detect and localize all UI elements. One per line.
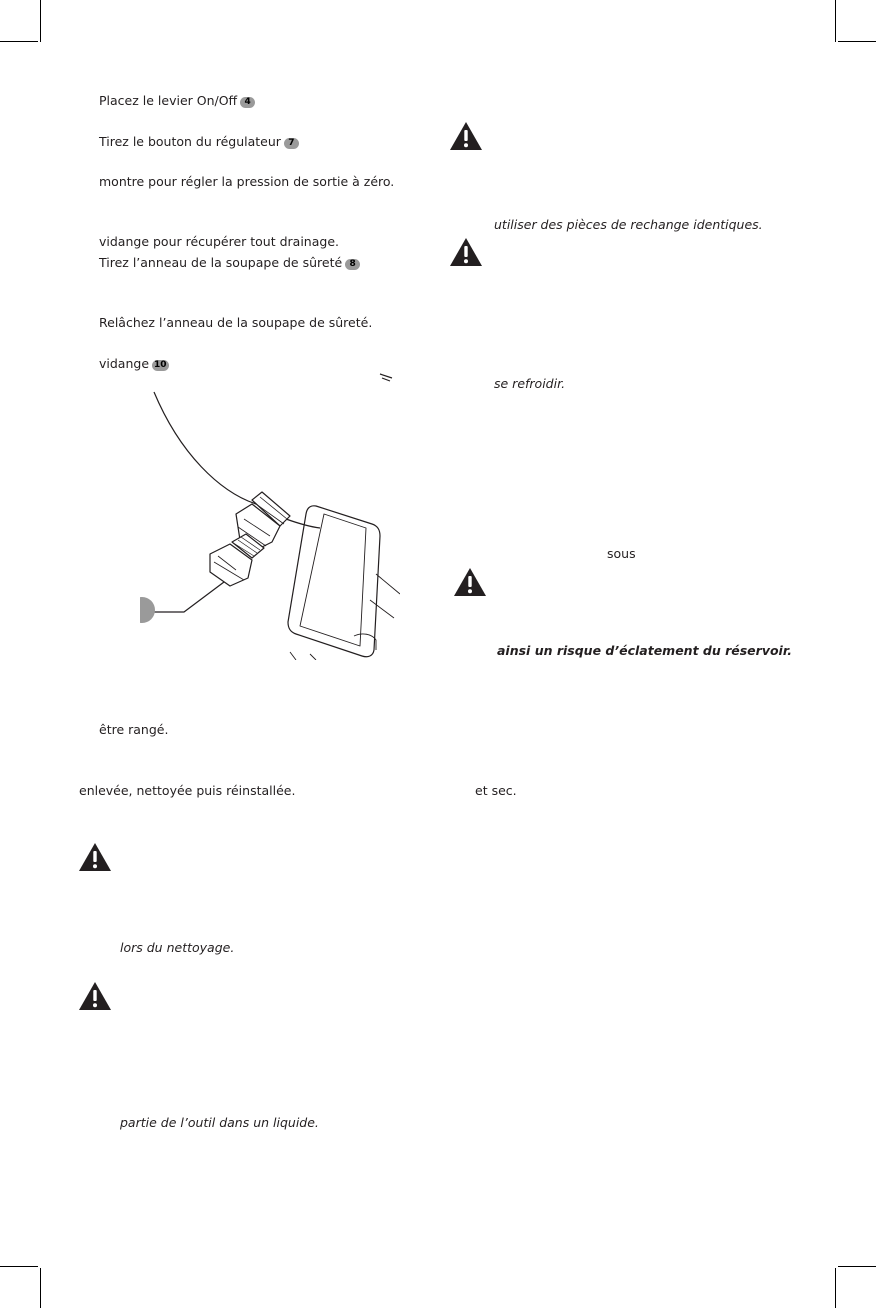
crop-mark [835, 0, 836, 42]
callout-number: 4 [240, 97, 255, 108]
callout-circle [140, 597, 155, 623]
callout-number: 7 [284, 138, 299, 149]
crop-mark [838, 41, 876, 42]
callout-number: 10 [154, 360, 167, 370]
instruction-text: Tirez le bouton du régulateur [99, 134, 281, 149]
crop-mark [838, 1266, 876, 1267]
leader-line [154, 582, 224, 612]
crop-mark [0, 1266, 38, 1267]
instruction-line [99, 315, 372, 330]
crop-mark [835, 1268, 836, 1308]
instruction-line [475, 783, 517, 798]
warning-triangle-icon [449, 121, 483, 151]
instruction-line [99, 722, 168, 737]
instruction-line [99, 255, 360, 270]
warning-triangle-icon [453, 567, 487, 597]
warning-triangle-icon [78, 842, 112, 872]
crop-mark [40, 0, 41, 42]
instruction-text: vidange pour récupérer tout drainage. [99, 234, 339, 249]
warning-text [497, 643, 792, 658]
instruction-text: sous [607, 546, 636, 561]
warning-text [494, 376, 565, 391]
instruction-line [79, 783, 295, 798]
warning-text [120, 1115, 319, 1130]
drain-valve-illustration [140, 364, 400, 660]
callout-number: 8 [345, 259, 360, 270]
instruction-line [99, 93, 255, 108]
instruction-line [99, 234, 339, 249]
instruction-text: utiliser des pièces de rechange identiques. [494, 217, 763, 232]
warning-text [607, 546, 636, 561]
instruction-text: enlevée, nettoyée puis réinstallée. [79, 783, 296, 798]
tank-outline [154, 392, 256, 504]
instruction-text: Relâchez l’anneau de la soupape de sûreté. [99, 315, 373, 330]
warning-text [494, 217, 763, 232]
crop-mark [40, 1268, 41, 1308]
instruction-text: ainsi un risque d’éclatement du réservoir. [497, 643, 792, 658]
warning-triangle-icon [78, 981, 112, 1011]
instruction-text: lors du nettoyage. [120, 940, 235, 955]
warning-text [120, 940, 234, 955]
warning-triangle-icon [449, 237, 483, 267]
instruction-line [99, 134, 299, 149]
instruction-line [99, 174, 394, 189]
instruction-text: montre pour régler la pression de sortie à zéro. [99, 174, 395, 189]
instruction-text: Tirez l’anneau de la soupape de sûreté [99, 255, 343, 270]
instruction-text: partie de l’outil dans un liquide. [120, 1115, 319, 1130]
instruction-text: et sec. [475, 783, 517, 798]
instruction-text: vidange [99, 356, 150, 371]
instruction-text: se refroidir. [494, 376, 566, 391]
instruction-text: Placez le levier On/Off [99, 93, 238, 108]
instruction-text: être rangé. [99, 722, 169, 737]
crop-mark [0, 41, 38, 42]
